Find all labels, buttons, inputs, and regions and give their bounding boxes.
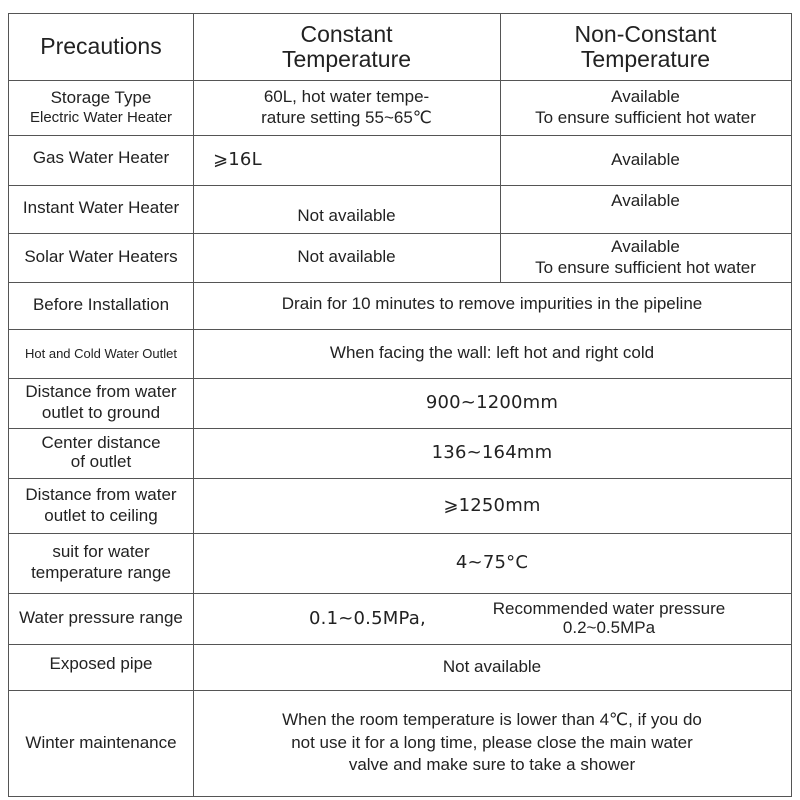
solar-constant: Not available bbox=[297, 247, 396, 267]
gas-nonconstant: Available bbox=[611, 149, 680, 169]
instant-constant: Not available bbox=[297, 206, 396, 226]
distance-ground-value: 900~1200mm bbox=[425, 392, 559, 414]
storage-label bbox=[9, 80, 193, 135]
storage-nonconstant: Available To ensure sufficient hot water bbox=[535, 86, 756, 127]
before-installation-value: Drain for 10 minutes to remove impurities in the pipeline bbox=[281, 294, 703, 313]
precautions-table bbox=[8, 13, 792, 797]
storage-constant: 60L, hot water tempe- rature setting 55~65℃ bbox=[261, 86, 432, 127]
storage-label-line1: Storage Type bbox=[50, 87, 152, 107]
distance-ceiling-value: ⩾1250mm bbox=[443, 494, 541, 516]
winter-maintenance-value: When the room temperature is lower than 4℃, if you do not use it for a long time, please close the main water valve and make sure to take a shower bbox=[282, 709, 702, 775]
header-constant-temperature: Constant Temperature bbox=[281, 20, 412, 72]
temperature-range-value: 4~75°C bbox=[455, 552, 529, 574]
winter-maintenance-label: Winter maintenance bbox=[25, 732, 177, 752]
pressure-value-recommended: Recommended water pressure 0.2~0.5MPa bbox=[492, 598, 726, 637]
solar-label: Solar Water Heaters bbox=[24, 247, 178, 267]
exposed-pipe-label: Exposed pipe bbox=[49, 654, 153, 673]
center-distance-label: Center distance of outlet bbox=[41, 433, 161, 471]
exposed-pipe-value: Not available bbox=[442, 656, 542, 676]
center-distance-value: 136~164mm bbox=[431, 442, 553, 464]
outlet-label: Hot and Cold Water Outlet bbox=[25, 345, 177, 361]
solar-nonconstant: Available To ensure sufficient hot water bbox=[535, 236, 756, 277]
instant-label: Instant Water Heater bbox=[22, 198, 180, 217]
distance-ceiling-label: Distance from water outlet to ceiling bbox=[25, 484, 177, 525]
distance-ground-label: Distance from water outlet to ground bbox=[25, 382, 177, 422]
header-precautions: Precautions bbox=[40, 33, 162, 60]
before-installation-label: Before Installation bbox=[32, 295, 170, 315]
pressure-label: Water pressure range bbox=[19, 608, 183, 628]
gas-constant: ⩾16L bbox=[213, 149, 262, 171]
pressure-value-range: 0.1~0.5MPa, bbox=[309, 607, 426, 629]
gas-label: Gas Water Heater bbox=[32, 148, 170, 167]
outlet-value: When facing the wall: left hot and right cold bbox=[329, 343, 655, 363]
instant-nonconstant: Available bbox=[611, 191, 680, 210]
header-nonconstant-temperature: Non-Constant Temperature bbox=[574, 20, 717, 72]
storage-label-line2: Electric Water Heater bbox=[30, 108, 172, 126]
temperature-range-label: suit for water temperature range bbox=[31, 542, 171, 582]
